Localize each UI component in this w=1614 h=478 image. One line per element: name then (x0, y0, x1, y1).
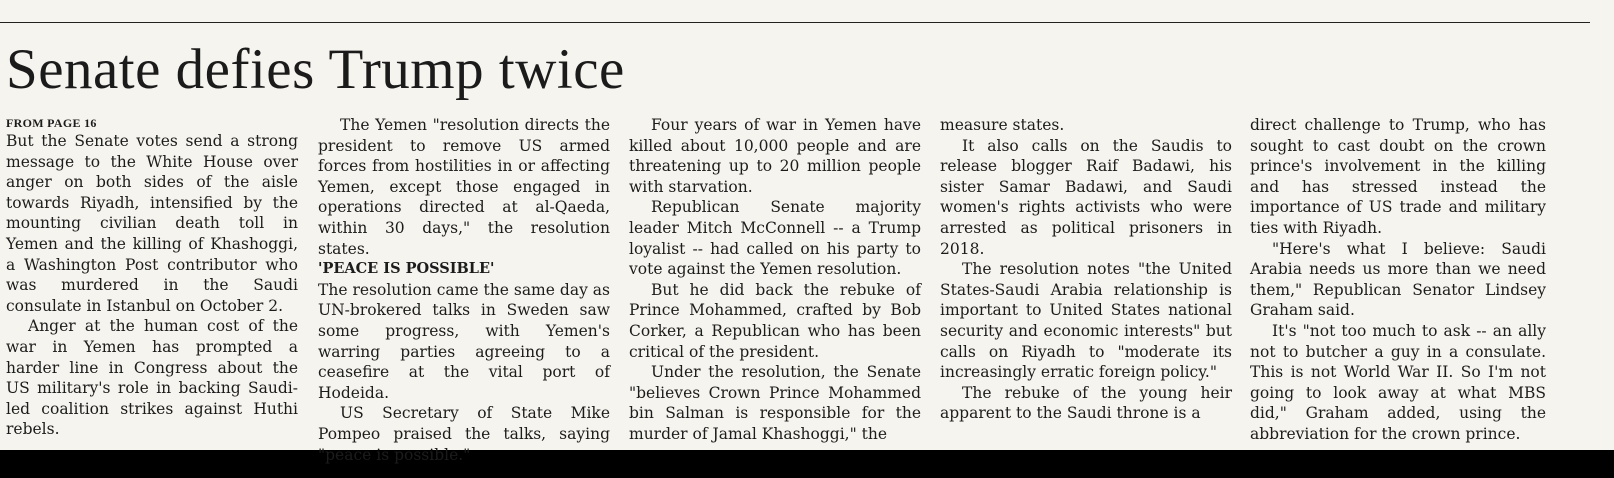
paragraph: Republican Senate majority leader Mitch McConnell -- a Trump loyalist -- had called on his party to vote against the Yemen resolution. (629, 198, 921, 279)
paragraph: Anger at the human cost of the war in Yemen has prompted a harder line in Congress about the US military's role in backing Saudi-led coalition strikes against Huthi rebels. (6, 317, 298, 439)
paragraph: Four years of war in Yemen have killed about 10,000 people and are threatening up to 20 million people with starvation. (629, 116, 921, 196)
kicker-from-page: FROM PAGE 16 (6, 116, 97, 130)
paragraph: But he did back the rebuke of Prince Mohammed, crafted by Bob Corker, a Republican who has been critical of the president. (629, 280, 921, 361)
paragraph: It's "not too much to ask -- an ally not to butcher a guy in a consulate. This is not World War II. So I'm not going to look away at what MBS did," Graham added, using the abbreviation for the crown prince. (1250, 321, 1546, 443)
article-column-5 (1250, 115, 1546, 445)
article-column-4 (940, 115, 1232, 445)
top-divider-rule (0, 22, 1590, 23)
paragraph: US Secretary of State Mike Pompeo praised the talks, saying "peace is possible." (318, 404, 610, 464)
article-column-2 (318, 115, 610, 464)
paragraph: But the Senate votes send a strong message to the White House over anger on both sides of the aisle towards Riyadh, intensified by the mounting civilian death toll in Yemen and the killing of Khashoggi, a Washington Post contributor who was murdered in the Saudi consulate in Istanbul on October 2. (6, 132, 298, 315)
paragraph: The resolution came the same day as UN-brokered talks in Sweden saw some progress, with Yemen's warring parties agreeing to a ceasefire at the vital port of Hodeida. (318, 280, 610, 402)
paragraph-continued: direct challenge to Trump, who has sought to cast doubt on the crown prince's involvement in the killing and has stressed instead the importance of US trade and military ties with Riyadh. (1250, 116, 1546, 237)
article-column-1 (6, 115, 298, 445)
paragraph: Under the resolution, the Senate "believes Crown Prince Mohammed bin Salman is responsible for the murder of Jamal Khashoggi," the (629, 363, 921, 443)
paragraph: The Yemen "resolution directs the president to remove US armed forces from hostilities in or affecting Yemen, except those engaged in operations directed at al-Qaeda, within 30 days," the resolution states. (318, 116, 610, 258)
paragraph: The resolution notes "the United States-Saudi Arabia relationship is important to United States national security and economic interests" but calls on Riyadh to "moderate its increasingly erratic foreign policy." (940, 260, 1232, 382)
paragraph: The rebuke of the young heir apparent to the Saudi throne is a (940, 383, 1232, 423)
paragraph: It also calls on the Saudis to release blogger Raif Badawi, his sister Samar Badawi, and Saudi women's rights activists who were arrested as political prisoners in 2018. (940, 136, 1232, 258)
crosshead: 'PEACE IS POSSIBLE' (318, 260, 495, 278)
headline: Senate defies Trump twice (6, 38, 625, 101)
paragraph-continued: measure states. (940, 116, 1065, 134)
article-column-3 (629, 115, 921, 445)
paragraph: "Here's what I believe: Saudi Arabia needs us more than we need them," Republican Senator Lindsey Graham said. (1250, 239, 1546, 320)
